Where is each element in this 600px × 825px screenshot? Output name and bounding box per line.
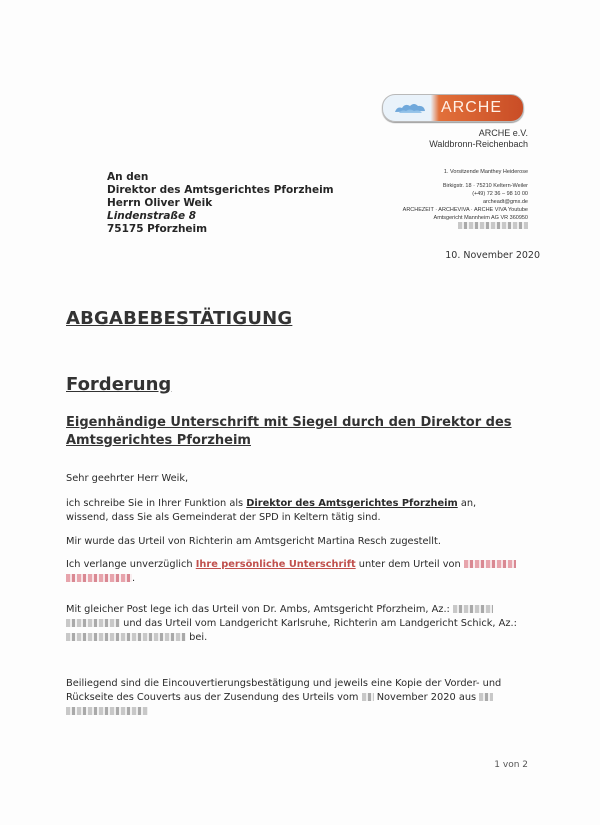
text: Rückseite des Couverts aus der Zusendung des Urteils vom [66, 692, 362, 703]
recipient-line: An den [107, 171, 149, 183]
emphasis-red: Ihre persönliche Unterschrift [195, 559, 356, 570]
contact-line: archeadt@gmx.de [482, 199, 528, 205]
text: Mit gleicher Post lege ich das Urteil von Dr. Ambs, Amtsgericht Pforzheim, Az.: [66, 604, 450, 615]
redacted [66, 619, 120, 627]
recipient-line: Direktor des Amtsgerichtes Pforzheim [107, 184, 334, 196]
redacted [66, 574, 132, 582]
section-title: Forderung [66, 374, 172, 395]
emphasis: Direktor des Amtsgerichtes Pforzheim [246, 498, 458, 509]
contact-line: 1. Vorsitzende Manthey Heiderose [443, 169, 528, 175]
text: bei. [186, 632, 208, 643]
cloud-icon [393, 101, 427, 115]
recipient-line: Herrn Oliver Weik [107, 197, 213, 209]
redacted [66, 707, 148, 715]
subtitle: Eigenhändige Unterschrift mit Siegel durch den Direktor des Amtsgerichtes Pforzheim [66, 415, 512, 448]
org-block [429, 128, 528, 150]
redacted [453, 605, 493, 613]
page-title: ABGABEBESTÄTIGUNG [66, 308, 293, 329]
redacted-line [403, 222, 528, 230]
arche-logo [382, 94, 524, 122]
text: und das Urteil vom Landgericht Karlsruhe, Richterin am Landgericht Schick, Az.: [120, 618, 517, 629]
logo-text: ARCHE [441, 99, 503, 116]
contact-line: ARCHEZEIT · ARCHEVIVA · ARCHE VIVA Youtube [402, 207, 528, 213]
redacted [479, 693, 493, 701]
paragraph-3: Ich verlange unverzüglich Ihre persönliche Unterschrift unter dem Urteil von . [66, 558, 546, 586]
org-location: Waldbronn-Reichenbach [429, 139, 528, 149]
redacted [464, 560, 516, 568]
recipient-line: 75175 Pforzheim [107, 223, 208, 235]
text: November 2020 aus [373, 692, 480, 703]
letter-date: 10. November 2020 [445, 250, 540, 261]
org-name: ARCHE e.V. [478, 128, 528, 138]
text: Beiliegend sind die Eincouvertierungsbestätigung und jeweils eine Kopie der Vorder- und [66, 678, 502, 689]
paragraph-2: Mir wurde das Urteil von Richterin am Amtsgericht Martina Resch zugestellt. [66, 536, 441, 547]
recipient-line: Lindenstraße 8 [107, 210, 197, 222]
paragraph-5 [66, 677, 546, 719]
paragraph-1 [66, 497, 546, 525]
text: ich schreibe Sie in Ihrer Funktion als [66, 498, 247, 509]
recipient-address [107, 171, 334, 236]
redacted [66, 633, 186, 641]
contact-line: Amtsgericht Mannheim AG VR 360950 [433, 215, 528, 221]
text: wissend, dass Sie als Gemeinderat der SPD in Keltern tätig sind. [66, 512, 381, 523]
text: unter dem Urteil von [355, 559, 464, 570]
contact-line: (+49) 72 36 – 98 10 00 [472, 191, 528, 197]
text: an, [457, 498, 477, 509]
page-number: 1 von 2 [494, 760, 528, 770]
text: Ich verlange unverzüglich [66, 559, 196, 570]
paragraph-4 [66, 603, 546, 645]
redacted [362, 693, 374, 701]
salutation: Sehr geehrter Herr Weik, [66, 473, 189, 484]
contact-block [403, 168, 528, 230]
contact-line: Birkigstr. 18 · 75210 Keltern-Weiler [442, 183, 528, 189]
